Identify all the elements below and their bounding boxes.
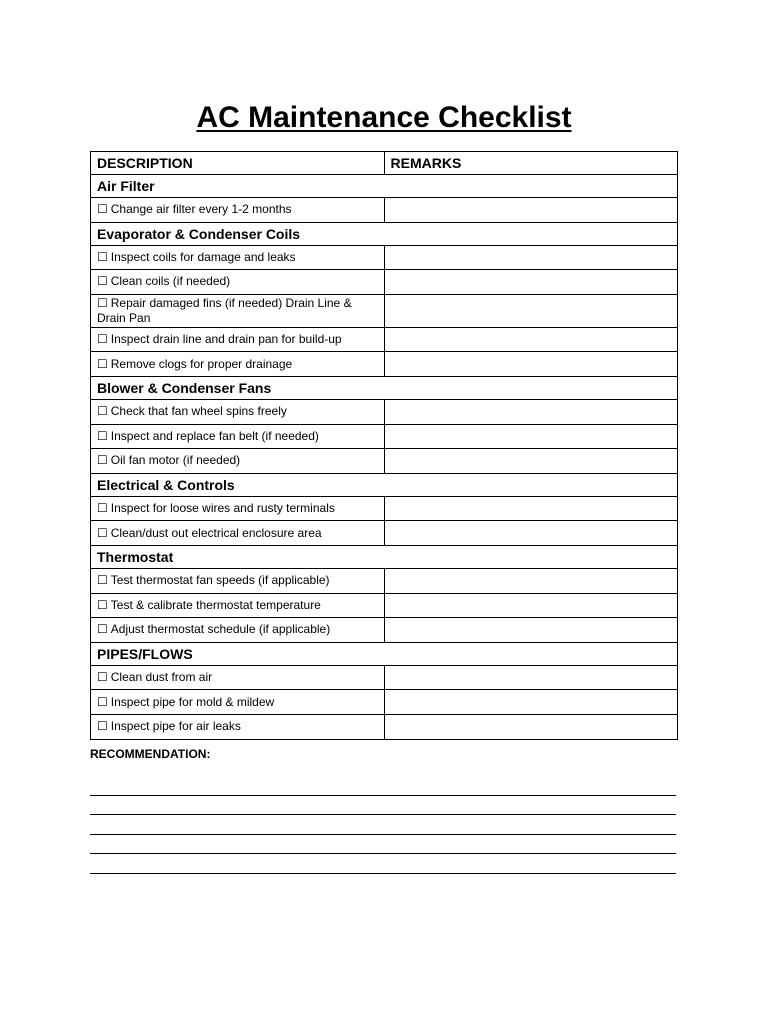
checkbox-icon[interactable]: ☐ (97, 525, 108, 540)
item-label: Test thermostat fan speeds (if applicable) (110, 573, 330, 588)
checkbox-icon[interactable]: ☐ (97, 428, 108, 443)
remarks-cell[interactable] (384, 270, 678, 295)
item-label: Inspect for loose wires and rusty terminals (110, 501, 335, 516)
item-description (91, 399, 385, 424)
checkbox-icon[interactable]: ☐ (97, 597, 108, 612)
section-row (91, 545, 678, 568)
item-description (91, 449, 385, 474)
item-label: Change air filter every 1-2 months (110, 202, 292, 217)
page-title: AC Maintenance Checklist (196, 101, 572, 134)
section-row (91, 473, 678, 496)
item-label: Clean coils (if needed) (110, 274, 231, 289)
checkbox-icon[interactable]: ☐ (97, 453, 108, 468)
checkbox-icon[interactable]: ☐ (97, 404, 108, 419)
item-label: Inspect pipe for air leaks (110, 719, 241, 734)
checklist-item-row (91, 665, 678, 690)
checkbox-icon[interactable]: ☐ (97, 332, 108, 347)
checklist-table (90, 151, 678, 740)
recommendation-line[interactable] (90, 796, 676, 816)
item-description (91, 245, 385, 270)
section-row (91, 642, 678, 665)
section-title: Evaporator & Condenser Coils (91, 222, 678, 245)
recommendation-line[interactable] (90, 835, 676, 855)
remarks-cell[interactable] (384, 198, 678, 223)
item-description (91, 198, 385, 223)
section-title: Electrical & Controls (91, 473, 678, 496)
checklist-item-row (91, 294, 678, 327)
checkbox-icon[interactable]: ☐ (97, 622, 108, 637)
checkbox-icon[interactable]: ☐ (97, 573, 108, 588)
checklist-body (91, 175, 678, 740)
item-description (91, 593, 385, 618)
remarks-header: REMARKS (384, 152, 678, 175)
checkbox-icon[interactable]: ☐ (97, 694, 108, 709)
remarks-cell[interactable] (384, 690, 678, 715)
checklist-item-row (91, 449, 678, 474)
checkbox-icon[interactable]: ☐ (97, 274, 108, 289)
item-description (91, 568, 385, 593)
checklist-item-row (91, 399, 678, 424)
item-description (91, 327, 385, 352)
item-description (91, 424, 385, 449)
checkbox-icon[interactable]: ☐ (97, 670, 108, 685)
checklist-item-row (91, 618, 678, 643)
checkbox-icon[interactable]: ☐ (97, 356, 108, 371)
section-title: Blower & Condenser Fans (91, 376, 678, 399)
item-description (91, 294, 385, 327)
checklist-item-row (91, 690, 678, 715)
item-description (91, 618, 385, 643)
remarks-cell[interactable] (384, 294, 678, 327)
item-label: Adjust thermostat schedule (if applicable) (110, 622, 331, 637)
remarks-cell[interactable] (384, 665, 678, 690)
item-label: Remove clogs for proper drainage (110, 356, 293, 371)
item-label: Check that fan wheel spins freely (110, 404, 287, 419)
remarks-cell[interactable] (384, 714, 678, 739)
checklist-item-row (91, 593, 678, 618)
item-description (91, 521, 385, 546)
checklist-item-row (91, 424, 678, 449)
item-label: Repair damaged fins (if needed) Drain Line & Drain Pan (97, 295, 352, 325)
item-label: Inspect drain line and drain pan for build-up (110, 332, 342, 347)
item-label: Inspect pipe for mold & mildew (110, 694, 275, 709)
checklist-item-row (91, 327, 678, 352)
recommendation-lines (90, 776, 676, 874)
section-title: Air Filter (91, 175, 678, 198)
checklist-item-row (91, 270, 678, 295)
checkbox-icon[interactable]: ☐ (97, 295, 108, 310)
remarks-cell[interactable] (384, 352, 678, 377)
item-description (91, 665, 385, 690)
remarks-cell[interactable] (384, 618, 678, 643)
item-label: Test & calibrate thermostat temperature (110, 597, 321, 612)
remarks-cell[interactable] (384, 424, 678, 449)
remarks-cell[interactable] (384, 521, 678, 546)
item-label: Oil fan motor (if needed) (110, 453, 241, 468)
section-title: PIPES/FLOWS (91, 642, 678, 665)
checklist-item-row (91, 496, 678, 521)
checklist-item-row (91, 198, 678, 223)
item-description (91, 690, 385, 715)
item-label: Inspect and replace fan belt (if needed) (110, 428, 319, 443)
checkbox-icon[interactable]: ☐ (97, 501, 108, 516)
checkbox-icon[interactable]: ☐ (97, 249, 108, 264)
table-header-row (91, 152, 678, 175)
item-description (91, 714, 385, 739)
checklist-item-row (91, 714, 678, 739)
checklist-item-row (91, 568, 678, 593)
section-row (91, 222, 678, 245)
section-row (91, 376, 678, 399)
item-description (91, 496, 385, 521)
remarks-cell[interactable] (384, 449, 678, 474)
item-label: Inspect coils for damage and leaks (110, 249, 296, 264)
remarks-cell[interactable] (384, 245, 678, 270)
remarks-cell[interactable] (384, 399, 678, 424)
checklist-item-row (91, 245, 678, 270)
item-description (91, 352, 385, 377)
checkbox-icon[interactable]: ☐ (97, 202, 108, 217)
item-label: Clean dust from air (110, 670, 213, 685)
recommendation-line[interactable] (90, 776, 676, 796)
checklist-item-row (91, 352, 678, 377)
section-row (91, 175, 678, 198)
checkbox-icon[interactable]: ☐ (97, 719, 108, 734)
item-description (91, 270, 385, 295)
description-header: DESCRIPTION (91, 152, 385, 175)
checklist-item-row (91, 521, 678, 546)
remarks-cell[interactable] (384, 593, 678, 618)
remarks-cell[interactable] (384, 327, 678, 352)
recommendation-label: RECOMMENDATION: (90, 747, 211, 761)
recommendation-line[interactable] (90, 854, 676, 874)
item-label: Clean/dust out electrical enclosure area (110, 525, 322, 540)
remarks-cell[interactable] (384, 496, 678, 521)
recommendation-line[interactable] (90, 815, 676, 835)
remarks-cell[interactable] (384, 568, 678, 593)
section-title: Thermostat (91, 545, 678, 568)
